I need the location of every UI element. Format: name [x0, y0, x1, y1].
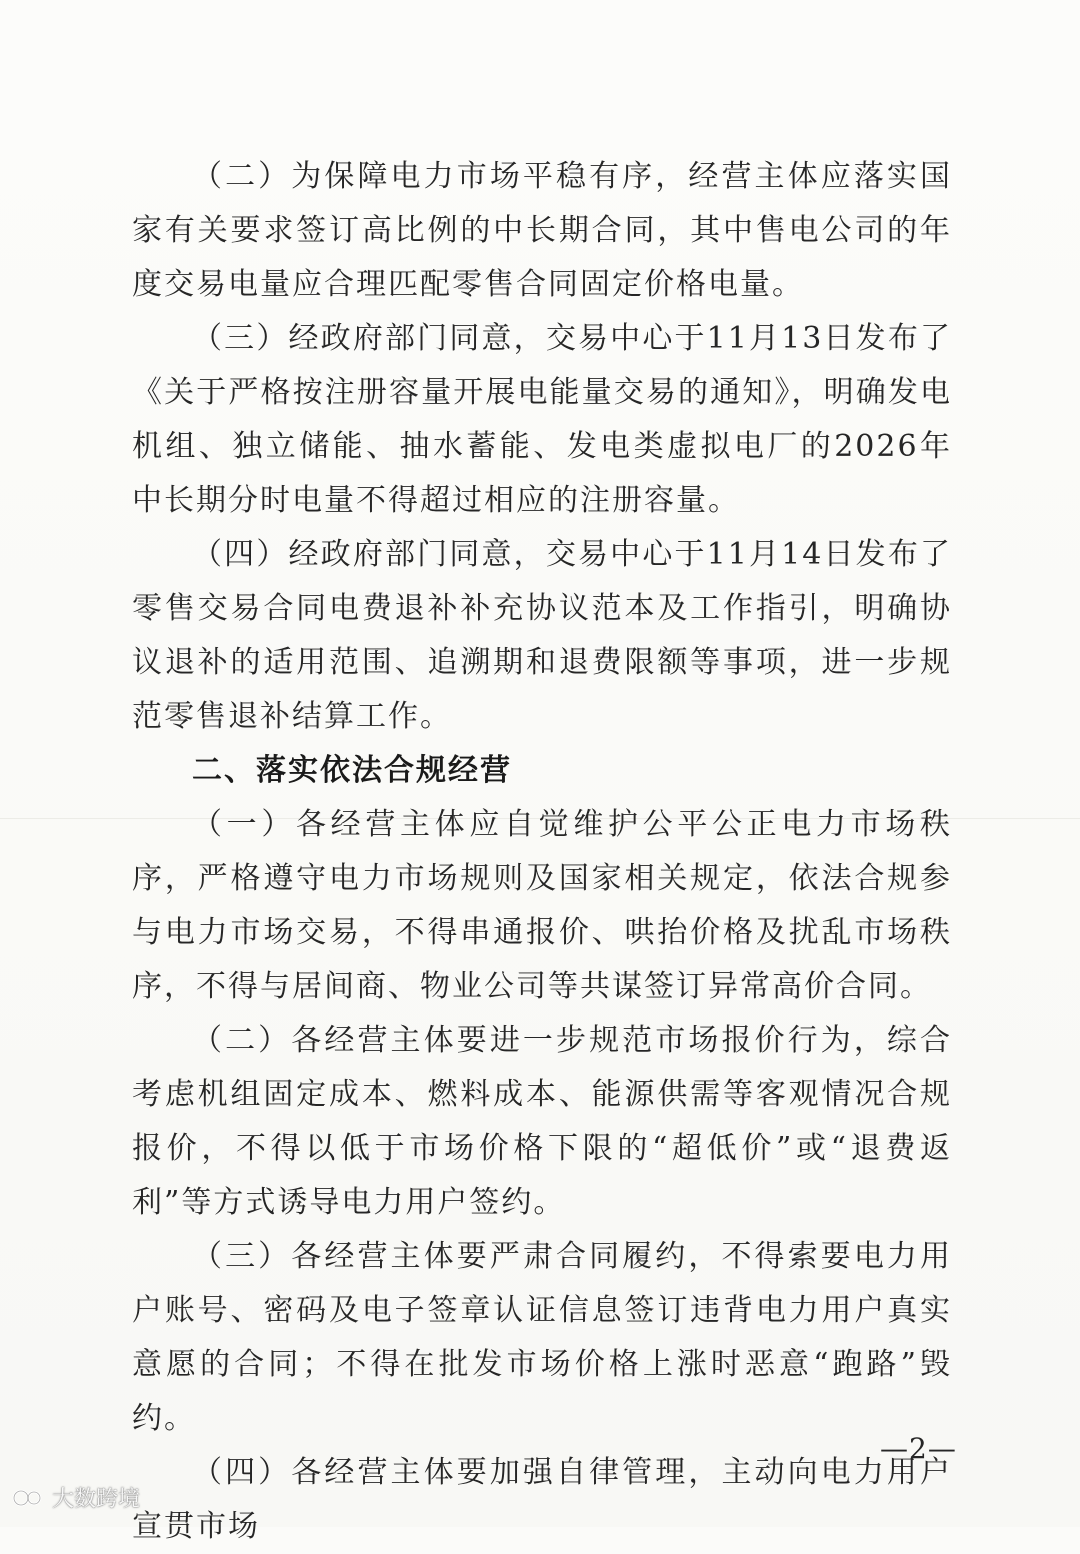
paragraph: （三）经政府部门同意，交易中心于11月13日发布了《关于严格按注册容量开展电能量交易的通知》，明确发电机组、独立储能、抽水蓄能、发电类虚拟电厂的2026年中长期分时电量不得超过相应的注册容量。 — [132, 321, 952, 518]
paragraph: （一）各经营主体应自觉维护公平公正电力市场秩序，严格遵守电力市场规则及国家相关规定，依法合规参与电力市场交易，不得串通报价、哄抬价格及扰乱市场秩序，不得与居间商、物业公司等共谋签订异常高价合同。 — [132, 807, 952, 1004]
paragraph: （四）各经营主体要加强自律管理，主动向电力用户宣贯市场 — [132, 1455, 952, 1544]
document-body — [132, 150, 952, 1554]
watermark-logo-icon — [12, 1487, 46, 1509]
paragraph: （二）为保障电力市场平稳有序，经营主体应落实国家有关要求签订高比例的中长期合同，其中售电公司的年度交易电量应合理匹配零售合同固定价格电量。 — [132, 159, 952, 302]
watermark — [12, 1482, 140, 1513]
watermark-text: 大数跨境 — [52, 1487, 141, 1512]
paragraph: （四）经政府部门同意，交易中心于11月14日发布了零售交易合同电费退补补充协议范本及工作指引，明确协议退补的适用范围、追溯期和退费限额等事项，进一步规范零售退补结算工作。 — [132, 537, 952, 734]
paragraph: （二）各经营主体要进一步规范市场报价行为，综合考虑机组固定成本、燃料成本、能源供需等客观情况合规报价，不得以低于市场价格下限的“超低价”或“退费返利”等方式诱导电力用户签约。 — [132, 1023, 952, 1220]
section-heading: 二、落实依法合规经营 — [192, 753, 512, 788]
paragraph: （三）各经营主体要严肃合同履约，不得索要电力用户账号、密码及电子签章认证信息签订违背电力用户真实意愿的合同；不得在批发市场价格上涨时恶意“跑路”毁约。 — [132, 1239, 952, 1436]
page-number: —2— — [880, 1432, 957, 1465]
